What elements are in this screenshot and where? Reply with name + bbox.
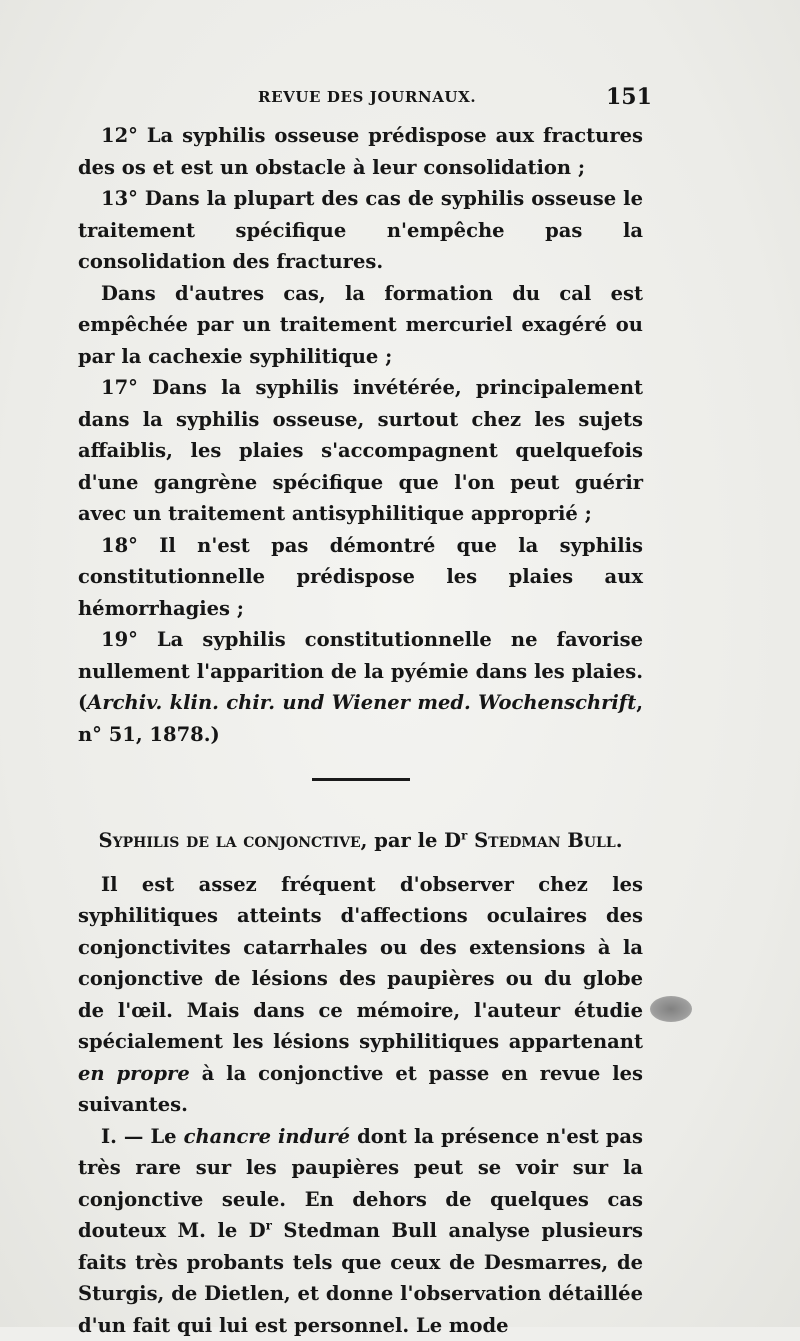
item-1-sup: r [266, 1219, 272, 1233]
paragraph-item-17 [78, 372, 643, 530]
item-19-text: 19° La syphilis constitutionnelle ne favorise nullement l'apparition de la pyémie dans les plaies. ( [78, 628, 643, 714]
intro-emphasis: en propre [78, 1062, 190, 1085]
running-head [0, 88, 800, 112]
item-18-text: 18° Il n'est pas démontré que la syphilis constitutionnelle prédispose les plaies aux hémorrhagies ; [78, 534, 643, 620]
item-1-text-end: Stedman Bull analyse plusieurs faits très probants tels que ceux de Desmarres, de Sturgis, de Dietlen, et donne l'observation détaillée d'un fait qui lui est personnel. Le mode [78, 1219, 643, 1337]
item-1-text: dont la présence n'est pas très rare sur les paupières peut se voir sur la conjonctive seule. En dehors de quelques cas douteux M. le D [78, 1125, 643, 1243]
article-intro-paragraph [78, 869, 643, 1121]
paragraph-item-18 [78, 530, 643, 625]
section-divider [312, 778, 410, 781]
page-number: 151 [606, 84, 652, 110]
autres-cas-text: Dans d'autres cas, la formation du cal est empêchée par un traitement mercuriel exagéré ou par la cachexie syphilitique ; [78, 282, 643, 368]
item-19-citation: Archiv. klin. chir. und Wiener med. Wochenschrift [87, 691, 636, 714]
section-title-by: , par le D [361, 829, 461, 852]
item-19-tail: , n° 51, 1878.) [78, 691, 643, 746]
paragraph-autres-cas [78, 278, 643, 373]
item-1-emphasis: chancre induré [184, 1125, 351, 1148]
intro-text-end: à la conjonctive et passe en revue les suivantes. [78, 1062, 643, 1117]
paragraph-item-19 [78, 624, 643, 750]
intro-text: Il est assez fréquent d'observer chez les syphilitiques atteints d'affections oculaires des conjonctivites catarrhales ou des extensions à la conjonctive de lésions des paupières ou du globe de l'œil. Mais dans ce mémoire, l'auteur étudie spécialement les lésions syphilitiques appartenant [78, 873, 643, 1054]
section-heading [78, 825, 643, 857]
section-title: Syphilis de la conjonctive [99, 829, 361, 852]
item-13-text: 13° Dans la plupart des cas de syphilis osseuse le traitement spécifique n'empêche pas la consolidation des fractures. [78, 187, 643, 273]
section-author: Stedman Bull. [467, 829, 622, 852]
item-17-text: 17° Dans la syphilis invétérée, principalement dans la syphilis osseuse, surtout chez les sujets affaiblis, les plaies s'accompagnent quelquefois d'une gangrène spécifique que l'on peut guérir avec un traitement antisyphilitique approprié ; [78, 376, 643, 525]
ink-blot [650, 996, 692, 1022]
paragraph-item-13 [78, 183, 643, 278]
paragraph-item-12 [78, 120, 643, 183]
running-title: REVUE DES JOURNAUX. [258, 88, 476, 106]
item-12-text: 12° La syphilis osseuse prédispose aux fractures des os et est un obstacle à leur consolidation ; [78, 124, 643, 179]
section-title-sup: r [461, 829, 467, 843]
article-item-1-paragraph [78, 1121, 643, 1341]
item-1-lead: I. — Le [101, 1125, 184, 1148]
body-text [78, 120, 643, 1341]
